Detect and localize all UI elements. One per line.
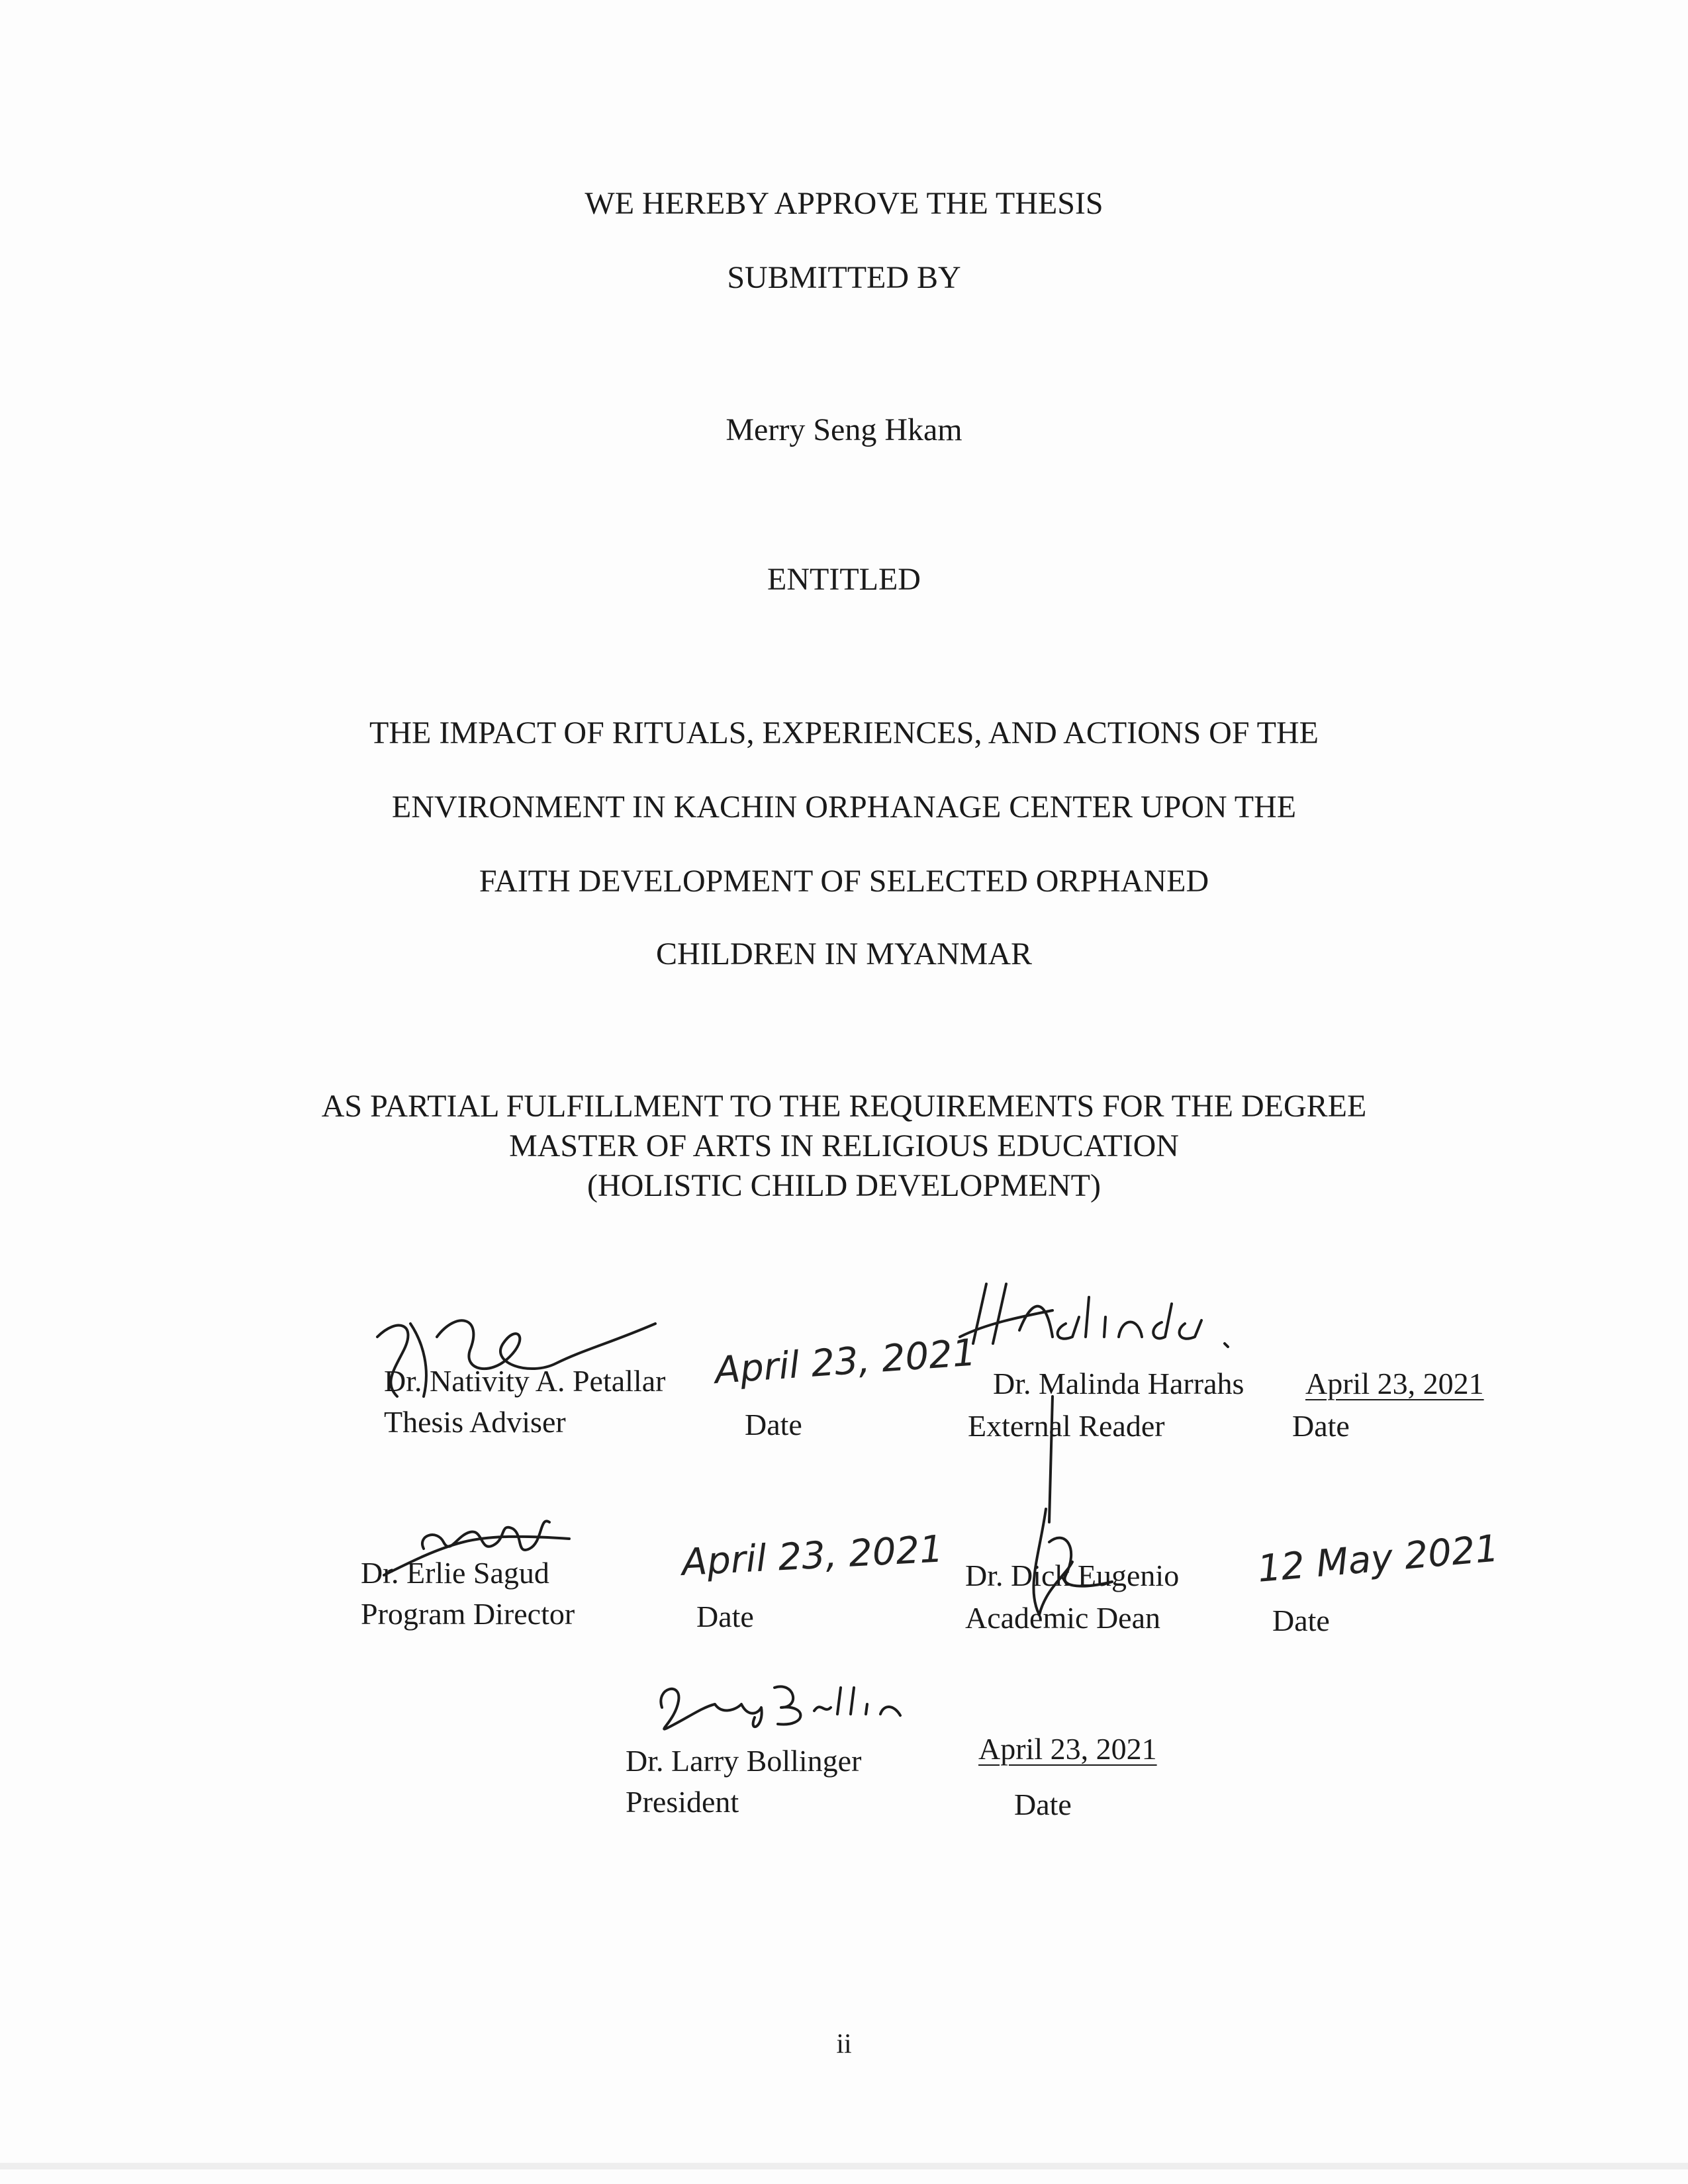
date-label-academic-dean: Date (1272, 1604, 1330, 1637)
thesis-title-line-2: ENVIRONMENT IN KACHIN ORPHANAGE CENTER UPON THE (391, 790, 1297, 825)
role-program-director: Program Director (361, 1597, 575, 1631)
entitled-label: ENTITLED (767, 562, 921, 597)
role-thesis-adviser: Thesis Adviser (384, 1405, 566, 1439)
name-external-reader: Dr. Malinda Harrahs (993, 1367, 1244, 1400)
date-value-external-reader: April 23, 2021 (1305, 1367, 1484, 1400)
date-value-program-director: April 23, 2021 (680, 1527, 945, 1584)
signature-external-reader (947, 1271, 1251, 1363)
thesis-title-line-1: THE IMPACT OF RITUALS, EXPERIENCES, AND ACTIONS OF THE (369, 715, 1319, 751)
date-label-external-reader: Date (1292, 1409, 1350, 1443)
name-academic-dean: Dr. Dick Eugenio (965, 1559, 1180, 1592)
name-thesis-adviser: Dr. Nativity A. Petallar (384, 1364, 666, 1398)
signature-president (642, 1668, 907, 1741)
name-president: Dr. Larry Bollinger (626, 1744, 862, 1778)
date-label-thesis-adviser: Date (745, 1408, 802, 1441)
date-label-program-director: Date (696, 1600, 754, 1633)
fulfillment-line-3: (HOLISTIC CHILD DEVELOPMENT) (587, 1168, 1101, 1203)
thesis-title-line-3: FAITH DEVELOPMENT OF SELECTED ORPHANED (479, 864, 1209, 899)
thesis-title-line-4: CHILDREN IN MYANMAR (655, 936, 1032, 972)
name-program-director: Dr. Erlie Sagud (361, 1556, 549, 1590)
fulfillment-line-2: MASTER OF ARTS IN RELIGIOUS EDUCATION (509, 1128, 1179, 1163)
role-external-reader: External Reader (968, 1409, 1165, 1443)
date-label-president: Date (1014, 1788, 1072, 1821)
date-value-academic-dean: 12 May 2021 (1256, 1527, 1501, 1591)
submitted-by-label: SUBMITTED BY (727, 260, 961, 295)
page-number: ii (836, 2029, 852, 2060)
date-value-thesis-adviser: April 23, 2021 (713, 1331, 978, 1392)
date-value-president: April 23, 2021 (978, 1732, 1157, 1766)
fulfillment-line-1: AS PARTIAL FULFILLMENT TO THE REQUIREMENTS FOR THE DEGREE (321, 1089, 1367, 1124)
role-academic-dean: Academic Dean (965, 1601, 1161, 1635)
approval-heading: WE HEREBY APPROVE THE THESIS (585, 186, 1103, 221)
author-name: Merry Seng Hkam (726, 412, 962, 447)
scan-edge (0, 2163, 1688, 2169)
role-president: President (626, 1785, 739, 1819)
